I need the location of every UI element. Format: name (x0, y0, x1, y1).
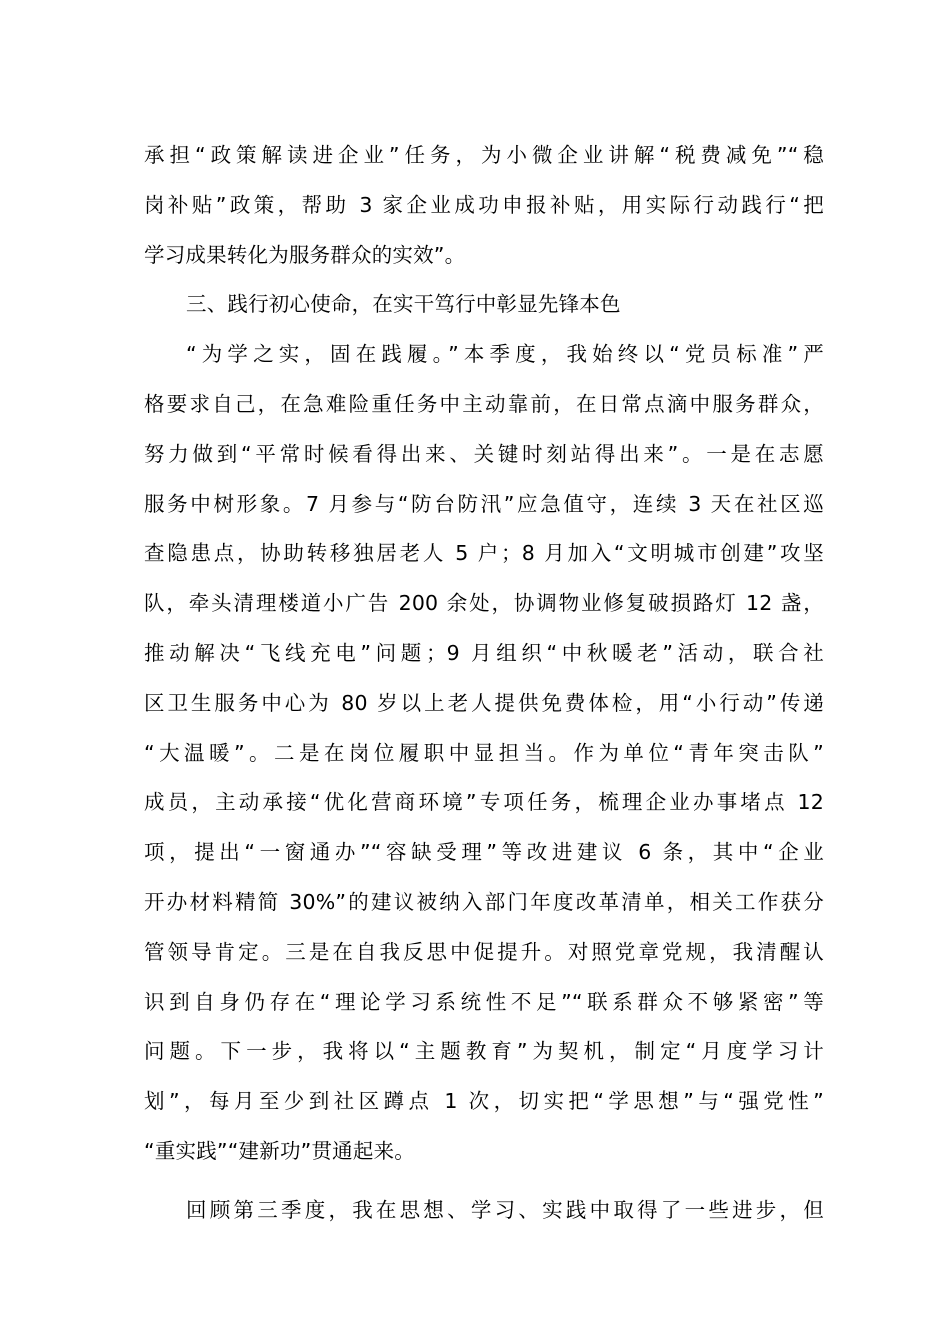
text-line: “重实践”“建新功”贯通起来。 (144, 1138, 415, 1163)
paragraph-2 (144, 330, 824, 1177)
text-line: 努力做到“平常时候看得出来、关键时刻站得出来”。一是在志愿 (144, 441, 824, 466)
paragraph-3 (144, 1186, 824, 1236)
text-line: 查隐患点，协助转移独居老人 5 户；8 月加入“文明城市创建”攻坚 (144, 541, 824, 566)
text-line: 学习成果转化为服务群众的实效”。 (144, 242, 466, 267)
text-line: 服务中树形象。7 月参与“防台防汛”应急值守，连续 3 天在社区巡 (144, 491, 824, 516)
text-line: 队，牵头清理楼道小广告 200 余处，协调物业修复破损路灯 12 盏， (144, 591, 824, 616)
text-line: 推动解决“飞线充电”问题；9 月组织“中秋暖老”活动，联合社 (144, 640, 824, 665)
paragraph-spacing (144, 1177, 824, 1186)
text-line: 项，提出“一窗通办”“容缺受理”等改进建议 6 条，其中“企业 (144, 840, 824, 865)
section-heading (144, 280, 824, 330)
text-line: 划”，每月至少到社区蹲点 1 次，切实把“学思想”与“强党性” (144, 1089, 824, 1114)
text-line: 承担“政策解读进企业”任务，为小微企业讲解“税费减免”“稳 (144, 143, 824, 167)
heading-text: 三、践行初心使命，在实干笃行中彰显先锋本色 (186, 292, 621, 317)
text-line: 回顾第三季度，我在思想、学习、实践中取得了一些进步，但 (186, 1197, 824, 1222)
text-line: 管领导肯定。三是在自我反思中促提升。对照党章党规，我清醒认 (144, 939, 824, 964)
text-line: 问题。下一步，我将以“主题教育”为契机，制定“月度学习计 (144, 1039, 824, 1064)
text-line: 识到自身仍存在“理论学习系统性不足”“联系群众不够紧密”等 (144, 989, 824, 1014)
text-line: “为学之实，固在践履。”本季度，我始终以“党员标准”严 (186, 342, 824, 367)
text-line: 岗补贴”政策，帮助 3 家企业成功申报补贴，用实际行动践行“把 (144, 192, 824, 217)
text-line: “大温暖”。二是在岗位履职中显担当。作为单位“青年突击队” (144, 740, 824, 765)
text-line: 成员，主动承接“优化营商环境”专项任务，梳理企业办事堵点 12 (144, 790, 824, 815)
text-line: 格要求自己，在急难险重任务中主动靠前，在日常点滴中服务群众， (144, 391, 824, 416)
text-line: 开办材料精简 30%”的建议被纳入部门年度改革清单，相关工作获分 (144, 889, 824, 914)
text-line: 区卫生服务中心为 80 岁以上老人提供免费体检，用“小行动”传递 (144, 690, 824, 715)
document-body (144, 131, 824, 1236)
paragraph-1 (144, 131, 824, 280)
